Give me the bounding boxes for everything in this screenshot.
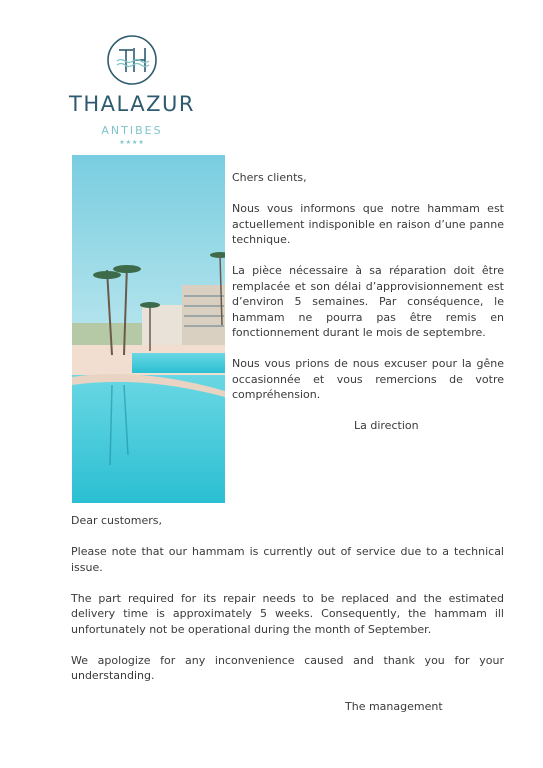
english-signature: The management: [345, 700, 443, 713]
french-signature: La direction: [354, 419, 419, 432]
monogram-icon: [106, 34, 158, 86]
english-paragraph-3: We apologize for any inconvenience caused and thank you for your understanding.: [71, 653, 504, 682]
english-paragraph-1: Please note that our hammam is currently out of service due to a technical issue.: [71, 545, 504, 574]
english-paragraph-2: The part required for its repair needs to be replaced and the estimated delivery time is approximately 5 weeks. Consequently, the hammam ill unfortunately not be operational during the month of September.: [71, 591, 504, 636]
star-rating: ★★★★: [119, 139, 145, 146]
pool-photo: [72, 155, 225, 503]
french-paragraph-3: Nous vous prions de nous excuser pour la gêne occasionnée et vous remercions de votre compréhension.: [232, 357, 504, 401]
english-notice: [71, 513, 504, 730]
french-greeting: Chers clients,: [232, 171, 307, 184]
french-paragraph-1: Nous vous informons que notre hammam est actuellement indisponible en raison d’une panne technique.: [232, 202, 504, 246]
hotel-city: ANTIBES: [101, 124, 163, 137]
english-greeting: Dear customers,: [71, 514, 163, 527]
french-paragraph-2: La pièce nécessaire à sa réparation doit être remplacée et son délai d’approvisionnement est d’environ 5 semaines. Par conséquence, le hammam ne pourra pas être remis en fonctionnement durant le mois de septembre.: [232, 264, 504, 339]
french-notice: [232, 170, 504, 449]
hotel-name: THALAZUR: [69, 92, 195, 116]
